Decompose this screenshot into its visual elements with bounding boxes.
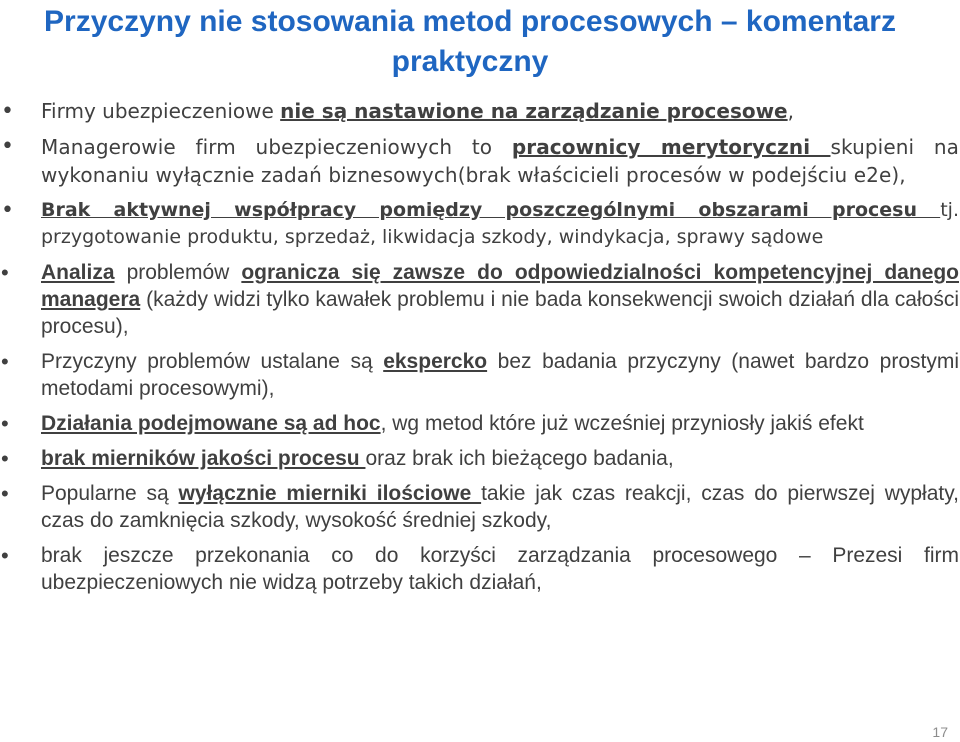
bullet-item	[0, 542, 959, 596]
bullet-text: Popularne są	[41, 482, 179, 505]
bullet-emphasis: wyłącznie mierniki ilościowe	[178, 482, 482, 505]
page-number: 17	[932, 724, 948, 740]
bullet-item	[0, 410, 959, 437]
bullet-text: , wg metod które już wcześniej przyniosły jakiś efekt	[380, 412, 864, 435]
bullet-text: Firmy ubezpieczeniowe	[41, 99, 281, 123]
bullet-emphasis: ekspercko	[383, 350, 488, 373]
bullet-item	[0, 133, 959, 189]
bullet-emphasis: pracownicy merytoryczni	[511, 135, 831, 159]
bullet-emphasis: Analiza	[41, 261, 115, 284]
bullet-text: Przyczyny problemów ustalane są	[41, 350, 384, 373]
bullet-text: Managerowie firm ubezpieczeniowych to	[41, 135, 512, 159]
bullet-item	[0, 480, 959, 534]
bullet-text: oraz brak ich bieżącego badania,	[365, 447, 674, 470]
bullet-item	[0, 197, 959, 251]
bullet-emphasis: Brak aktywnej współpracy pomiędzy poszczególnymi obszarami procesu	[41, 199, 941, 221]
bullet-list	[0, 98, 960, 604]
bullet-text: tj. przygotowanie produktu, sprzedaż, likwidacja szkody, windykacja, sprawy sądowe	[41, 199, 959, 248]
bullet-text: brak jeszcze przekonania co do korzyści zarządzania procesowego – Prezesi firm ubezpieczeniowych nie widzą potrzeby takich działań,	[41, 544, 959, 594]
bullet-text: skupieni na wykonaniu wyłącznie zadań biznesowych(brak właścicieli procesów w podejściu e2e),	[41, 135, 959, 187]
bullet-emphasis: brak mierników jakości procesu	[41, 447, 366, 470]
bullet-text: (każdy widzi tylko kawałek problemu i nie bada konsekwencji swoich działań dla całości procesu),	[41, 288, 959, 338]
slide-title: Przyczyny nie stosowania metod procesowych – komentarz praktyczny	[44, 5, 896, 78]
bullet-emphasis: ogranicza się zawsze do odpowiedzialności kompetencyjnej danego managera	[41, 261, 959, 311]
bullet-item	[0, 259, 959, 340]
bullet-text: takie jak czas reakcji, czas do pierwszej wypłaty, czas do zamknięcia szkody, wysokość średniej szkody,	[41, 482, 960, 532]
bullet-item	[0, 98, 959, 125]
bullet-text: problemów	[114, 261, 242, 284]
bullet-item	[0, 348, 959, 402]
bullet-emphasis: nie są nastawione na zarządzanie procesowe	[280, 99, 788, 123]
bullet-item	[0, 445, 959, 472]
bullet-text: ,	[787, 99, 794, 123]
bullet-text: bez badania przyczyny (nawet bardzo prostymi metodami procesowymi),	[41, 350, 959, 400]
bullet-emphasis: Działania podejmowane są ad hoc	[41, 412, 381, 435]
